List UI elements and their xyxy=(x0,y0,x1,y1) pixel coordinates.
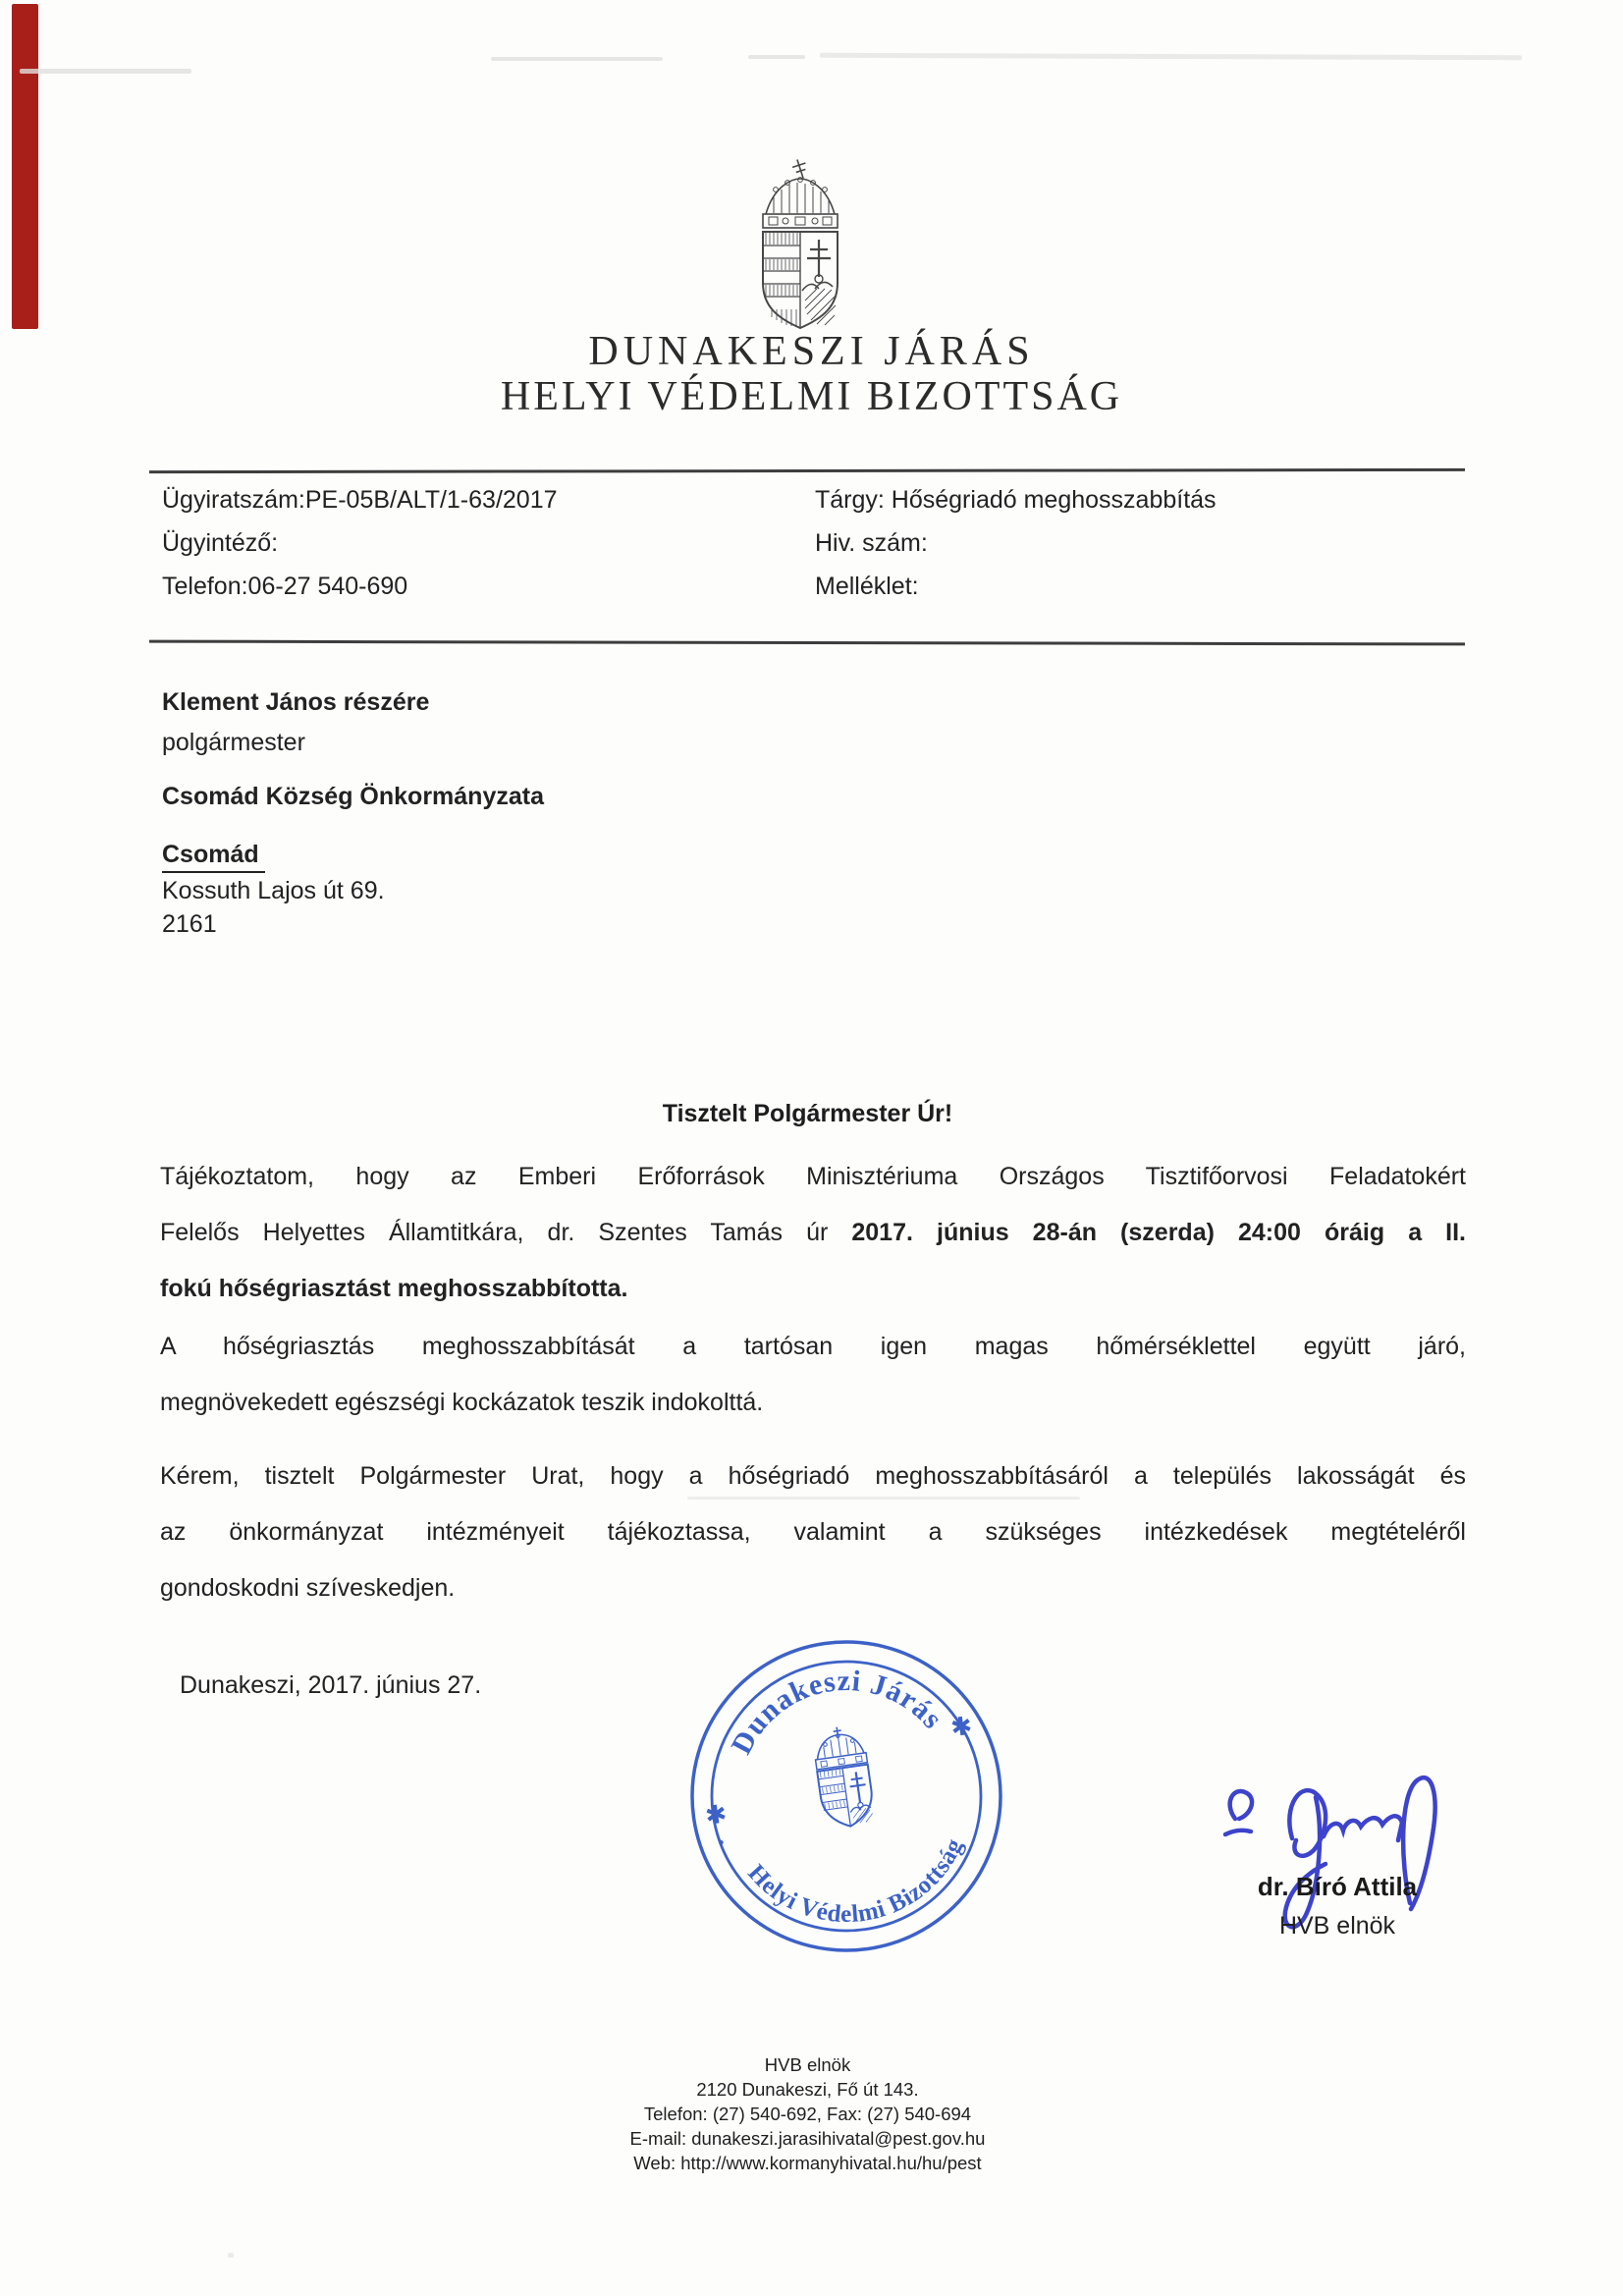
p2-line1: A hőségriasztás meghosszabbítását a tartósan igen magas hőmérséklettel együtt járó, xyxy=(160,1333,1466,1360)
p2-line2: megnövekedett egészségi kockázatok teszik indokolttá. xyxy=(160,1389,764,1416)
scan-red-edge-artifact xyxy=(12,4,38,329)
ref-hiv-szam: Hiv. szám: xyxy=(815,529,928,557)
official-round-stamp xyxy=(661,1611,1031,1981)
scan-streak xyxy=(820,53,1522,60)
p3-line3: gondoskodni szíveskedjen. xyxy=(160,1574,456,1602)
signer-name: dr. Bíró Attila xyxy=(1257,1872,1418,1901)
p3-line1: Kérem, tisztelt Polgármester Urat, hogy a hőségriadó meghosszabbításáról a település lakosságát és xyxy=(160,1462,1466,1490)
p1-line1: Tájékoztatom, hogy az Emberi Erőforrások Minisztériuma Országos Tisztifőorvosi Feladatokért xyxy=(160,1163,1466,1190)
recipient-city xyxy=(162,841,265,873)
recipient-street: Kossuth Lajos út 69. xyxy=(162,877,385,904)
recipient-title: polgármester xyxy=(162,729,305,756)
ref-melleklet: Melléklet: xyxy=(815,573,919,600)
scan-dot-artifact xyxy=(228,2253,234,2258)
p3-line2: az önkormányzat intézményeit tájékoztassa, valamint a szükséges intézkedések megtételéről xyxy=(160,1518,1466,1546)
footer-web: Web: http://www.kormanyhivatal.hu/hu/pest xyxy=(633,2153,982,2173)
p1-line3: fokú hőségriasztást meghosszabbította. xyxy=(160,1275,628,1302)
dateline: Dunakeszi, 2017. június 27. xyxy=(180,1671,482,1699)
org-name-line1: DUNAKESZI JÁRÁS xyxy=(588,329,1035,374)
footer-role: HVB elnök xyxy=(764,2054,851,2075)
stamp-arc-bottom-text: Helyi Védelmi Bizottság xyxy=(742,1834,969,1929)
stamp-star-left-icon: ✱ xyxy=(703,1798,730,1831)
stamp-coat-of-arms-icon xyxy=(811,1723,876,1830)
divider-top xyxy=(149,468,1465,473)
salutation: Tisztelt Polgármester Úr! xyxy=(662,1100,953,1127)
p1-line2-normal: Felelős Helyettes Államtitkára, dr. Szentes Tamás úr xyxy=(160,1219,852,1246)
svg-text:Helyi Védelmi Bizottság xyxy=(740,1831,977,1943)
ref-telefon: Telefon:06-27 540-690 xyxy=(162,573,408,600)
ref-targy: Tárgy: Hőségriadó meghosszabbítás xyxy=(815,486,1217,514)
recipient-zip: 2161 xyxy=(162,910,217,938)
footer-address: 2120 Dunakeszi, Fő út 143. xyxy=(696,2079,919,2100)
ref-ugyiratszam: Ügyiratszám:PE-05B/ALT/1-63/2017 xyxy=(162,486,558,514)
svg-text:Dunakeszi Járás xyxy=(716,1650,951,1763)
p1-line2-bold: 2017. június 28-án (szerda) 24:00 óráig a II. xyxy=(851,1219,1467,1246)
hungarian-coat-of-arms-icon xyxy=(736,157,864,332)
paragraph-3 xyxy=(160,1461,1466,1629)
signer-role: HVB elnök xyxy=(1278,1912,1396,1940)
recipient-city-text: Csomád xyxy=(162,841,265,873)
paragraph-1 xyxy=(160,1162,1466,1330)
scan-streak xyxy=(748,55,805,59)
scan-streak xyxy=(20,69,191,74)
scan-streak xyxy=(491,57,663,61)
p1-line2 xyxy=(160,1218,1466,1274)
footer-phone-fax: Telefon: (27) 540-692, Fax: (27) 540-694 xyxy=(643,2104,972,2124)
divider-bottom xyxy=(149,640,1465,645)
org-name-line2: HELYI VÉDELMI BIZOTTSÁG xyxy=(500,374,1123,419)
ref-ugyintezo: Ügyintéző: xyxy=(162,529,279,557)
recipient-name: Klement János részére xyxy=(162,688,430,716)
footer-email: E-mail: dunakeszi.jarasihivatal@pest.gov.hu xyxy=(629,2128,986,2149)
stamp-arc-top-text: Dunakeszi Járás xyxy=(725,1664,949,1760)
stamp-star-right-icon: ✱ xyxy=(948,1710,975,1743)
paragraph-2 xyxy=(160,1332,1466,1444)
recipient-org: Csomád Község Önkormányzata xyxy=(162,783,544,810)
